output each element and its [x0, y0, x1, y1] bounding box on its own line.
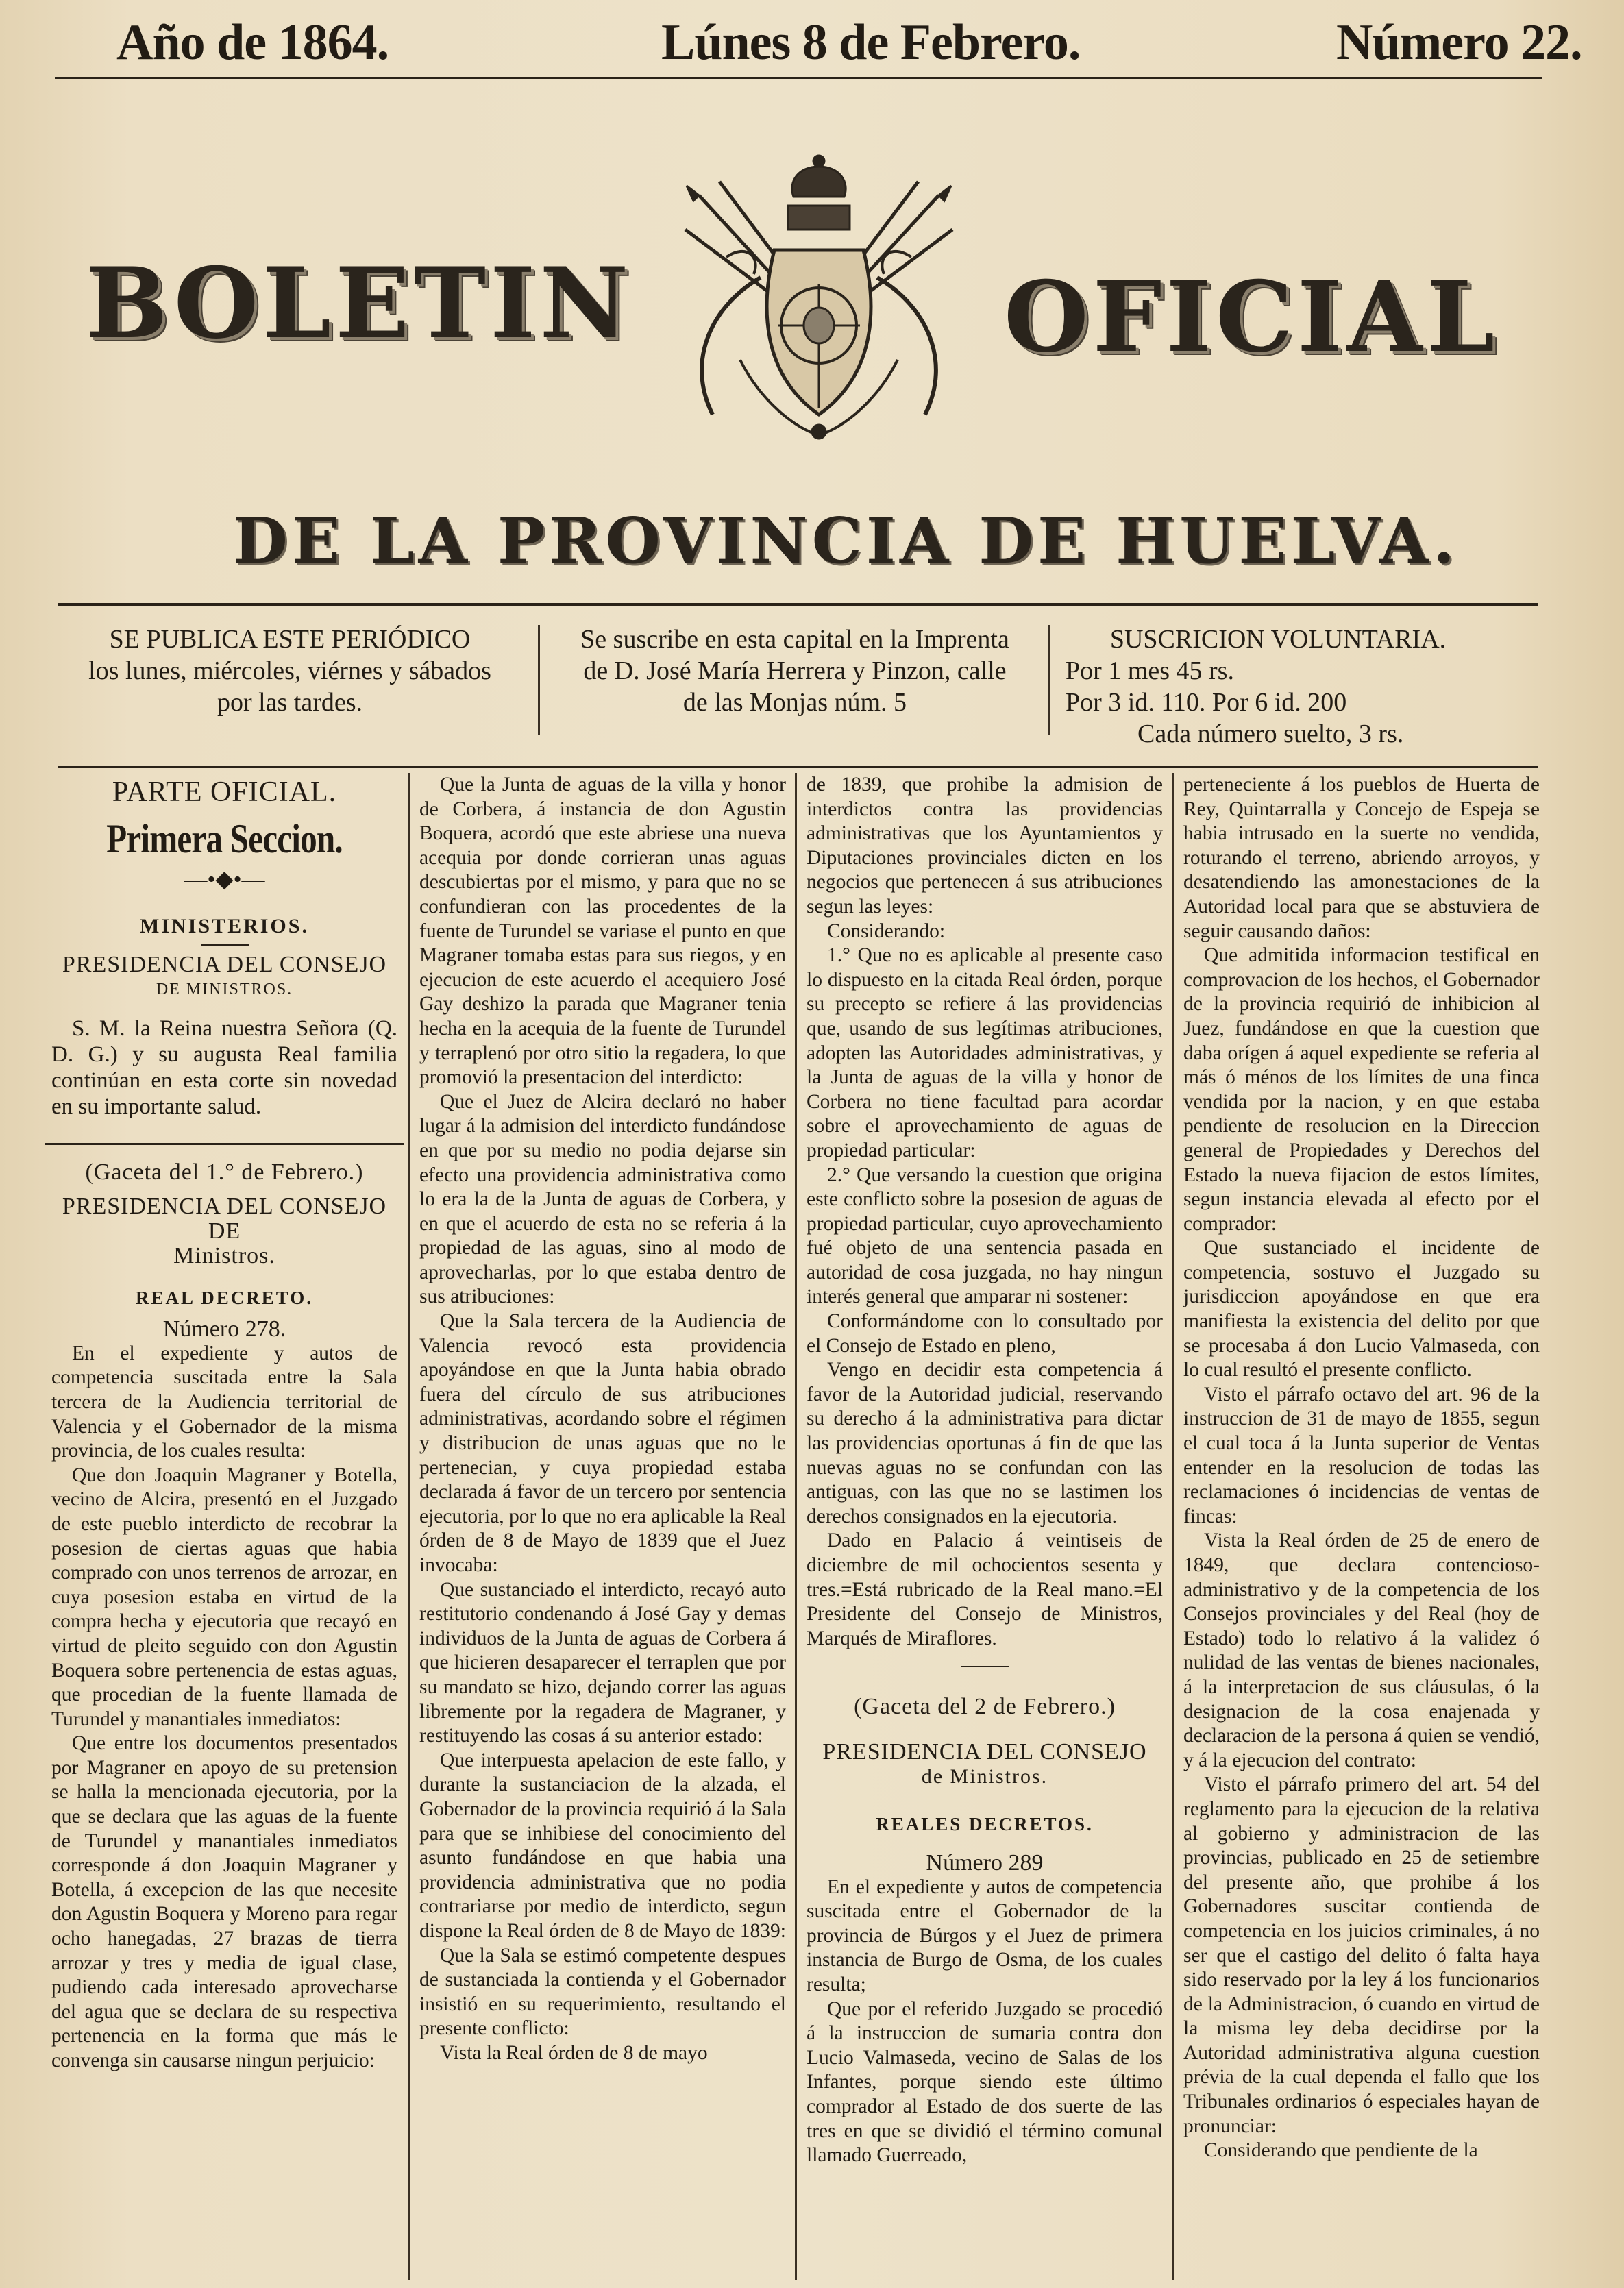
presidencia-subheading: DE MINISTROS.: [156, 980, 293, 998]
subscribe-line-3: de las Monjas núm. 5: [682, 688, 907, 717]
parte-oficial-heading: PARTE OFICIAL.: [112, 776, 337, 808]
paragraph: Que entre los documentos presentados por Magraner en apoyo de su pretension se halla la mencionada ejecutoria, por la que se declara que las aguas de la fuente de Turundel y manantiales inmediatos corresponde á don Joaquin Magraner y Botella, á excepcion de las que necesite don Agustin Boquera y Moreno para regar ocho hanegadas, 27 brazas de tierra arrozar y tres y media de igual clase, pudiendo cada interesado aprovecharse del agua que se declara de su respectiva pertenencia en la forma que más le convenga sin causarse ningun perjuicio:: [51, 1732, 397, 2071]
paragraph: Visto el párrafo primero del art. 54 del reglamento para la ejecucion de la relativa al gobierno y administracion de las provincias, publicado en 25 de setiembre del presente año, que prohibe á los Gobernadores suscitar contienda de competencia en los juicios criminales, á no ser que el castigo del delito ó falta haya sido reservado por la ley á los funcionarios de la Administracion, ó cuando en virtud de la misma ley deba decidirse por la Autoridad administrativa alguna cuestion prévia de la cual dependa el fallo que los Tribunales ordinarios ó especiales hayan de pronunciar:: [1183, 1773, 1540, 2137]
paragraph: 2.° Que versando la cuestion que origina este conflicto sobre la posesion de aguas de propiedad particular, cuyo aprovechamiento fué objeto de una sentencia pasada en autoridad de cosa juzgada, no hay ningun interés general que amparar ni sostener:: [807, 1164, 1163, 1308]
header-line: [103, 14, 1582, 82]
price-single: Cada número suelto, 3 rs.: [1137, 719, 1404, 748]
paragraph: 1.° Que no es aplicable al presente caso lo dispuesto en la citada Real órden, porque su precepto se refiere á las providencias que, usando de sus legítimas atribuciones, adopten las Autoridades administrativas, y la Junta de aguas de la villa y honor de Corbera no tiene facultad para acordar sobre el aprovechamiento de aguas de propiedad particular:: [807, 944, 1163, 1161]
presidencia-subheading-3: de Ministros.: [921, 1765, 1048, 1788]
divider: [961, 1666, 1009, 1667]
gaceta-reference: (Gaceta del 1.° de Febrero.): [85, 1159, 364, 1185]
paragraph: Que sustanciado el incidente de competencia, sostuvo el Juzgado su jurisdiccion apoyándose en que era manifiesta la existencia del delito por que se procesaba á don Lucio Valmaseda, con lo cual resultó el presente conflicto.: [1183, 1237, 1540, 1381]
issue-number: Número 22.: [1336, 14, 1582, 71]
column-divider: [408, 773, 410, 2280]
info-divider: [538, 625, 540, 735]
presidencia-subheading-2: Ministros.: [173, 1242, 275, 1268]
paragraph: Que sustanciado el interdicto, recayó auto restitutorio condenando á José Gay y demas individuos de la Junta de aguas de Corbera á que hicieren desaparecer el terraplen que por su mandato se hizo, dejando correr las aguas libremente por la regadera de Magraner, y restituyendo las cosas á su anterior estado:: [419, 1578, 786, 1747]
paragraph: Que interpuesta apelacion de este fallo, y durante la sustanciacion de la alzada, el Gobernador de la provincia requirió á la Sala para que se inhibiese del conocimiento del asunto fundándose en que habia una providencia administrativa que no podia contrariarse por medio de interdicto, segun dispone la Real órden de 8 de Mayo de 1839:: [419, 1749, 786, 1942]
paragraph: En el expediente y autos de competencia suscitada entre la Sala tercera de la Audiencia territorial de Valencia y el Gobernador de la misma provincia, de los cuales resulta:: [51, 1342, 397, 1462]
publish-info: [53, 624, 526, 718]
ornament-icon: —•◆•—: [184, 867, 265, 892]
paragraph: Que la Junta de aguas de la villa y honor de Corbera, á instancia de don Agustin Boquera, acordó que este abriese una nueva acequia por donde corrieran unas aguas descubiertas por el mismo, y para que no se confundieran con las procedentes de la fuente de Turundel se variase el punto en que Magraner tomaba estas para sus riegos, y en ejecucion de este acuerdo el acequiero José Gay deshizo la parada que Magraner tenia hecha en la acequia de la fuente de Turundel y terraplenó por otro sitio la regadera, lo que promovió la presentacion del interdicto:: [419, 774, 786, 1089]
paragraph: Que don Joaquin Magraner y Botella, vecino de Alcira, presentó en el Juzgado de este pueblo interdicto de recobrar la posesion de ciertas aguas que habia comprado con unos terrenos de arrozar, en cuya posesion estaba en virtud de la compra hecha y ejecutoria que recayó en virtud de pleito seguido con don Agustin Boquera sobre pertenencia de estas aguas, que procedian de la fuente llamada de Turundel y manantiales inmediatos:: [51, 1464, 397, 1730]
year: Año de 1864.: [116, 14, 389, 71]
paragraph: Considerando:: [827, 920, 946, 942]
info-rule: [58, 766, 1538, 768]
subscribe-info: [548, 624, 1042, 718]
presidencia-heading-2: PRESIDENCIA DEL CONSEJO DE: [62, 1193, 387, 1244]
masthead-rule: [58, 603, 1538, 606]
column-2: [419, 773, 786, 2065]
publish-line-1: SE PUBLICA ESTE PERIÓDICO: [109, 625, 471, 654]
masthead-subtitle: DE LA PROVINCIA DE HUELVA.: [233, 504, 1459, 578]
presidencia-heading: PRESIDENCIA DEL CONSEJO: [62, 951, 387, 977]
column-4: [1183, 773, 1540, 2163]
paragraph: Vista la Real órden de 8 de mayo: [440, 2041, 708, 2064]
paragraph: Dado en Palacio á veintiseis de diciembre de mil ochocientos sesenta y tres.=Está rubricado de la Real mano.=El Presidente del Consejo de Ministros, Marqués de Miraflores.: [807, 1529, 1163, 1649]
reales-decretos-heading: REALES DECRETOS.: [876, 1814, 1094, 1835]
header-rule: [55, 77, 1542, 79]
paragraph: Que por el referido Juzgado se procedió á la instruccion de sumaria contra don Lucio Valmaseda, vecino de Salas de los Infantes, porque siendo este último comprador al Estado de dos suerte de las tres en que se dividió el término comunal llamado Guerreado,: [807, 1997, 1163, 2167]
separator: [45, 1143, 404, 1145]
subscribe-line-1: Se suscribe en esta capital en la Imprenta: [580, 625, 1009, 654]
gaceta-reference: (Gaceta del 2 de Febrero.): [854, 1694, 1116, 1720]
decree-number: Número 278.: [162, 1316, 286, 1342]
paragraph: En el expediente y autos de competencia suscitada entre el Gobernador de la provincia de Búrgos y el Juez de primera instancia de Burgo de Osma, de los cuales resulta;: [807, 1875, 1163, 1995]
paragraph: perteneciente á los pueblos de Huerta de Rey, Quintarralla y Concejo de Espeja se habia intrusado en la suerte no vendida, roturando el terreno, abriendo arroyos, y desatendiendo las amonestaciones de la Autoridad local para que se abstuviera de seguir causando daños:: [1183, 774, 1540, 942]
paragraph: Considerando que pendiente de la: [1204, 2139, 1478, 2162]
column-divider: [1172, 773, 1174, 2280]
health-notice: S. M. la Reina nuestra Señora (Q. D. G.) y su augusta Real familia continúan en esta corte sin novedad en su importante salud.: [51, 1016, 397, 1119]
ministerios-heading: MINISTERIOS.: [140, 915, 309, 937]
price-title: SUSCRICION VOLUNTARIA.: [1109, 625, 1447, 654]
publish-line-3: por las tardes.: [217, 688, 363, 717]
publish-line-2: los lunes, miércoles, viérnes y sábados: [88, 656, 491, 685]
paragraph: Que admitida informacion testifical en comprovacion de los hechos, el Gobernador de la provincia requirió de inhibicion al Juez, fundándose en que la cuestion que daba orígen á aquel expediente se referia al más ó ménos de los límites de una finca vendida por la nacion, y en que estaba pendiente de resolucion en la Direccion general de Propiedades y Derechos del Estado la nueva fijacion de estos límites, segun instancia elevada al efecto por el comprador:: [1183, 944, 1540, 1235]
paragraph: Vengo en decidir esta competencia á favor de la Autoridad judicial, reservando su derecho á la administrativa para dictar las providencias oportunas á fin de que las nuevas aguas no se confundan con las antiguas, con las que no se lastimen los derechos consignados en la ejecutoria.: [807, 1359, 1163, 1527]
divider: [201, 944, 249, 946]
column-1: [51, 773, 397, 2074]
section-heading: Primera Seccion.: [106, 816, 343, 861]
paragraph: Que el Juez de Alcira declaró no haber lugar á la admision del interdicto fundándose en que por su medio no podia dejarse sin efecto una providencia administrativa como lo era la de la Junta de aguas de Corbera, y en que el acuerdo de esta no se referia á la propiedad de las aguas, sino al modo de aprovecharlas, por lo que estaba dentro de sus atribuciones:: [419, 1090, 786, 1308]
paragraph: Que la Sala tercera de la Audiencia de Valencia revocó esta providencia apoyándose en que la Junta habia obrado fuera del círculo de sus atribuciones administrativas, acordando sobre el régimen y distribucion de unas aguas que no le pertenecian, y cuya propiedad estaba declarada á favor de un tercero por sentencia ejecutoria, por lo que no era aplicable la Real órden de 8 de Mayo de 1839 que el Juez invocaba:: [419, 1310, 786, 1576]
price-info: [1059, 624, 1497, 750]
column-divider: [795, 773, 797, 2280]
royal-crest-icon: [658, 154, 980, 442]
masthead-title-right: OFICIAL: [1004, 260, 1499, 374]
subscribe-line-2: de D. José María Herrera y Pinzon, calle: [583, 656, 1007, 685]
date: Lúnes 8 de Febrero.: [661, 14, 1081, 71]
paragraph: Conformándome con lo consultado por el Consejo de Estado en pleno,: [807, 1310, 1163, 1357]
paragraph: Vista la Real órden de 25 de enero de 1849, que declara contencioso-administrativo y de la competencia de los Consejos provinciales y del Real (hoy de Estado) todo lo relativo á la validez ó nulidad de las ventas de bienes nacionales, á la interpretacion de sus cláusulas, ó la designacion de la cosa enajenada y declaracion de la persona á quien se vendió, y á la ejecucion del contrato:: [1183, 1529, 1540, 1771]
price-3-6-months: Por 3 id. 110. Por 6 id. 200: [1066, 688, 1347, 717]
real-decreto-heading: REAL DECRETO.: [135, 1287, 314, 1308]
paragraph: Que la Sala se estimó competente despues de sustanciada la contienda y el Gobernador insistió en su requerimiento, resultando el presente conflicto:: [419, 1944, 786, 2040]
presidencia-heading-3: PRESIDENCIA DEL CONSEJO: [822, 1739, 1147, 1765]
column-3: [807, 773, 1163, 2168]
price-1-month: Por 1 mes 45 rs.: [1066, 656, 1234, 685]
masthead-title-left: BOLETIN: [86, 247, 633, 360]
paragraph: de 1839, que prohibe la admision de interdictos contra las providencias administrativas que los Ayuntamientos y Diputaciones provinciales dicten en los negocios que pertenecen á sus atribuciones segun las leyes:: [807, 774, 1163, 918]
paragraph: Visto el párrafo octavo del art. 96 de la instruccion de 31 de mayo de 1855, segun el cual toca á la Junta superior de Ventas entender en la resolucion de todas las reclamaciones ó incidencias de ventas de fincas:: [1183, 1383, 1540, 1527]
decree-number: Número 289: [926, 1849, 1044, 1875]
info-divider: [1048, 625, 1050, 735]
